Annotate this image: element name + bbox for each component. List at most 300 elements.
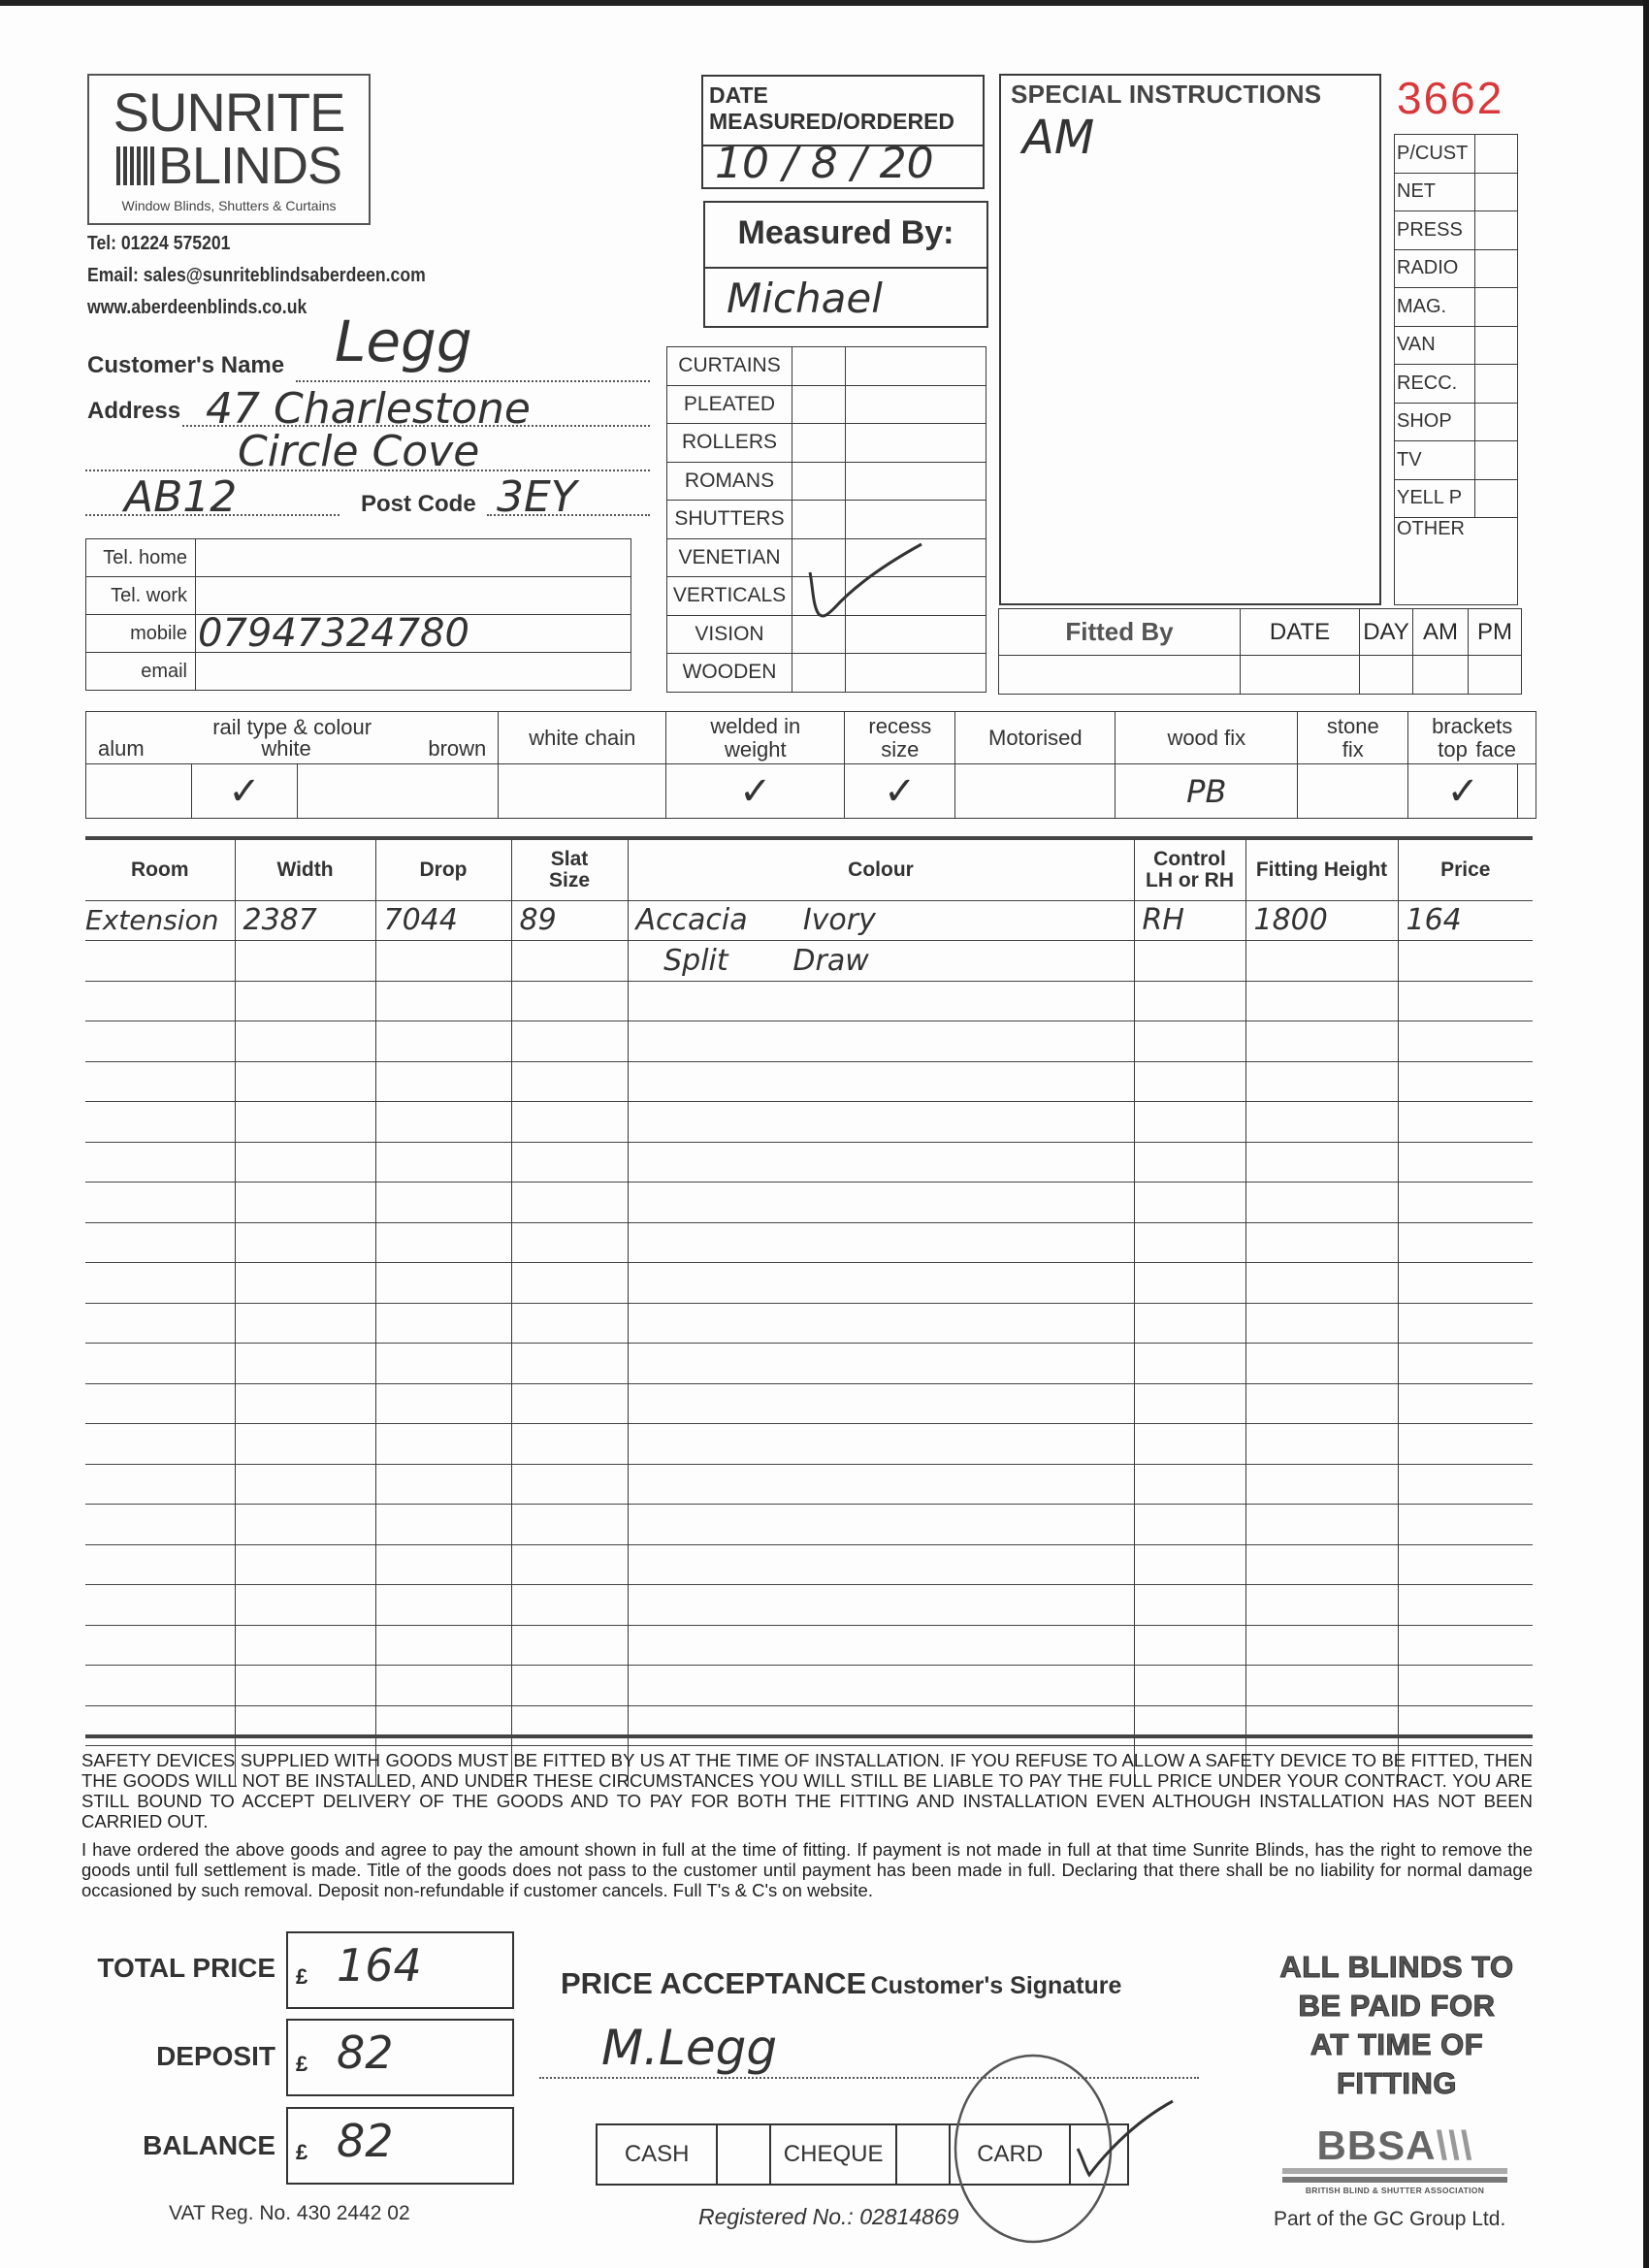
cell-control[interactable] <box>1134 1505 1245 1545</box>
cell-price[interactable] <box>1398 1102 1533 1143</box>
product-row <box>667 424 986 463</box>
cell-control[interactable] <box>1134 1383 1245 1424</box>
phone-value[interactable] <box>196 577 631 615</box>
cell-colour[interactable] <box>628 981 1134 1021</box>
cell-room[interactable] <box>85 981 235 1021</box>
product-type-table <box>666 346 986 693</box>
cell-price[interactable] <box>1398 1183 1533 1223</box>
lead-source-checkbox[interactable] <box>1475 135 1518 174</box>
table-row <box>85 1021 1533 1062</box>
fitted-by-field[interactable] <box>999 656 1241 695</box>
date-measured-label: DATE MEASURED/ORDERED <box>709 82 955 134</box>
table-row <box>85 1505 1533 1545</box>
cell-room[interactable] <box>85 1303 235 1344</box>
lead-source-row <box>1395 288 1518 327</box>
cell-control[interactable] <box>1134 1102 1245 1143</box>
product-checkbox[interactable] <box>792 424 846 463</box>
cell-drop[interactable] <box>375 1183 511 1223</box>
cell-slat[interactable] <box>511 1303 628 1344</box>
cell-slat[interactable] <box>511 1666 628 1706</box>
white-field[interactable]: ✓ <box>192 764 298 819</box>
lead-source-checkbox[interactable] <box>1475 211 1518 250</box>
cell-fitting-height[interactable] <box>1245 1666 1398 1706</box>
cell-room[interactable] <box>85 1625 235 1666</box>
cell-fitting-height[interactable] <box>1245 1183 1398 1223</box>
cell-control[interactable] <box>1134 1142 1245 1183</box>
cell-width[interactable] <box>235 1666 375 1706</box>
cell-width[interactable] <box>235 1585 375 1626</box>
cell-colour[interactable] <box>628 1625 1134 1666</box>
lead-source-label: P/CUST <box>1395 135 1475 174</box>
cell-colour[interactable] <box>628 1705 1134 1746</box>
lead-source-checkbox[interactable] <box>1475 249 1518 288</box>
cell-colour[interactable] <box>628 1263 1134 1304</box>
cell-fitting-height[interactable] <box>1245 1544 1398 1585</box>
lead-source-checkbox[interactable] <box>1475 479 1518 518</box>
table-row <box>85 981 1533 1021</box>
deposit-value[interactable]: 82 <box>337 2026 394 2079</box>
cell-width[interactable] <box>235 1383 375 1424</box>
cell-control[interactable] <box>1134 1183 1245 1223</box>
cell-price[interactable] <box>1398 1383 1533 1424</box>
cell-fitting-height[interactable]: 1800 <box>1245 900 1398 941</box>
cell-room[interactable] <box>85 1585 235 1626</box>
cell-drop[interactable] <box>375 1505 511 1545</box>
cell-price[interactable] <box>1398 1021 1533 1062</box>
cell-control[interactable] <box>1134 1705 1245 1746</box>
vat-number: VAT Reg. No. 430 2442 02 <box>169 2202 410 2224</box>
cell-control[interactable] <box>1134 1222 1245 1263</box>
cell-price[interactable] <box>1398 1142 1533 1183</box>
cell-price[interactable] <box>1398 1061 1533 1102</box>
special-instructions-value[interactable]: AM <box>1022 111 1095 165</box>
cell-fitting-height[interactable] <box>1245 1222 1398 1263</box>
cell-slat[interactable] <box>511 1544 628 1585</box>
cell-drop[interactable] <box>375 981 511 1021</box>
welded-field[interactable]: ✓ <box>666 764 845 819</box>
payment-method-cheque: CHEQUE <box>770 2124 896 2185</box>
table-row <box>85 1464 1533 1505</box>
cell-price[interactable] <box>1398 1424 1533 1465</box>
product-label: ROMANS <box>667 462 792 501</box>
product-row <box>667 385 986 424</box>
address-value-1[interactable]: 47 Charlestone <box>206 384 531 434</box>
logo-line1: SUNRITE <box>113 81 345 143</box>
cell-price[interactable] <box>1398 1344 1533 1384</box>
cell-width[interactable] <box>235 1183 375 1223</box>
order-table <box>85 840 1533 1786</box>
table-row <box>85 1544 1533 1585</box>
payment-checkbox-cash[interactable] <box>717 2124 770 2185</box>
product-notes[interactable] <box>846 347 986 386</box>
cell-colour[interactable] <box>628 1344 1134 1384</box>
cell-drop[interactable] <box>375 1222 511 1263</box>
cell-width[interactable] <box>235 1544 375 1585</box>
product-row <box>667 347 986 386</box>
wood-fix-field[interactable]: PB <box>1116 764 1298 819</box>
card-checkmark-icon <box>1072 2095 1179 2192</box>
product-notes[interactable] <box>846 462 986 501</box>
cell-colour[interactable] <box>628 1222 1134 1263</box>
lead-source-row <box>1395 403 1518 441</box>
product-notes[interactable] <box>846 424 986 463</box>
cell-width[interactable] <box>235 1021 375 1062</box>
cell-width[interactable] <box>235 1705 375 1746</box>
cell-room[interactable] <box>85 1344 235 1384</box>
bracket-face-field[interactable] <box>1518 764 1536 819</box>
postcode-value[interactable]: 3EY <box>497 472 577 522</box>
cell-drop[interactable] <box>375 1344 511 1384</box>
bracket-top-label: top <box>1438 736 1468 761</box>
fitted-pm-field[interactable] <box>1469 656 1522 695</box>
group-text: Part of the GC Group Ltd. <box>1274 2208 1506 2230</box>
cell-fitting-height[interactable] <box>1245 1344 1398 1384</box>
cell-drop[interactable] <box>375 1303 511 1344</box>
measured-by-label: Measured By: <box>737 214 954 251</box>
product-checkbox[interactable] <box>792 385 846 424</box>
lead-source-label: RECC. <box>1395 365 1475 404</box>
lead-source-label: PRESS <box>1395 211 1475 250</box>
cell-fitting-height[interactable] <box>1245 1705 1398 1746</box>
lead-source-checkbox[interactable] <box>1475 288 1518 327</box>
cell-colour[interactable] <box>628 1142 1134 1183</box>
phone-value[interactable] <box>196 653 631 691</box>
cell-width[interactable] <box>235 1263 375 1304</box>
company-email: Email: sales@sunriteblindsaberdeen.com <box>87 265 426 286</box>
product-notes[interactable] <box>846 654 986 693</box>
cell-slat[interactable] <box>511 1464 628 1505</box>
cell-fitting-height[interactable] <box>1245 1061 1398 1102</box>
customer-signature[interactable]: M.Legg <box>601 2020 778 2076</box>
measured-by-box <box>703 201 988 328</box>
cell-slat[interactable] <box>511 1061 628 1102</box>
phone-row <box>86 653 631 691</box>
cell-fitting-height[interactable] <box>1245 1142 1398 1183</box>
cell-control[interactable] <box>1134 1585 1245 1626</box>
table-row <box>85 1263 1533 1304</box>
cell-colour[interactable] <box>628 1183 1134 1223</box>
cell-drop[interactable] <box>375 1705 511 1746</box>
lead-source-checkbox[interactable] <box>1475 173 1518 211</box>
lead-source-row <box>1395 365 1518 404</box>
cell-drop[interactable] <box>375 1383 511 1424</box>
header-room: Room <box>131 858 189 881</box>
cell-room[interactable] <box>85 1183 235 1223</box>
cell-drop[interactable] <box>375 1142 511 1183</box>
cell-width[interactable] <box>235 1303 375 1344</box>
phone-value[interactable] <box>196 539 631 577</box>
date-measured-value[interactable]: 10 / 8 / 20 <box>715 139 934 188</box>
logo-tagline: Window Blinds, Shutters & Curtains <box>121 198 337 213</box>
white-chain-field[interactable] <box>499 764 666 819</box>
cell-price[interactable] <box>1398 1585 1533 1626</box>
registered-number: Registered No.: 02814869 <box>698 2204 959 2229</box>
cell-control[interactable] <box>1134 1344 1245 1384</box>
cell-price[interactable] <box>1398 1544 1533 1585</box>
welded-header: welded in weight <box>666 712 845 764</box>
cell-price[interactable] <box>1398 1222 1533 1263</box>
payment-checkbox-cheque[interactable] <box>896 2124 950 2185</box>
cell-width[interactable] <box>235 1505 375 1545</box>
cell-fitting-height[interactable] <box>1245 1021 1398 1062</box>
cell-colour[interactable] <box>628 1061 1134 1102</box>
order-table-bottom-rule <box>85 1734 1533 1738</box>
cell-slat[interactable] <box>511 1424 628 1465</box>
header-control: Control LH or RH <box>1134 840 1245 900</box>
cell-control[interactable] <box>1134 1625 1245 1666</box>
lead-source-other[interactable]: OTHER <box>1395 518 1518 605</box>
cell-fitting-height[interactable] <box>1245 1102 1398 1143</box>
cell-control[interactable] <box>1134 1303 1245 1344</box>
cell-control[interactable] <box>1134 981 1245 1021</box>
lead-source-checkbox[interactable] <box>1475 403 1518 441</box>
cell-slat[interactable] <box>511 1344 628 1384</box>
cell-room[interactable] <box>85 1222 235 1263</box>
header-width: Width <box>235 840 375 900</box>
cell-slat[interactable] <box>511 1183 628 1223</box>
lead-source-row <box>1395 326 1518 365</box>
cell-room[interactable] <box>85 1263 235 1304</box>
cell-drop[interactable] <box>375 1585 511 1626</box>
fitting-options-table <box>85 711 1536 819</box>
company-logo <box>87 74 371 225</box>
cell-fitting-height[interactable] <box>1245 1464 1398 1505</box>
cell-room[interactable] <box>85 1142 235 1183</box>
brown-field[interactable] <box>298 764 499 819</box>
cell-fitting-height[interactable] <box>1245 1263 1398 1304</box>
cell-drop[interactable] <box>375 1424 511 1465</box>
cell-width[interactable] <box>235 1344 375 1384</box>
customer-name-value[interactable]: Legg <box>335 308 472 374</box>
table-row <box>85 1102 1533 1143</box>
table-row <box>85 900 1533 941</box>
cell-fitting-height[interactable] <box>1245 941 1398 982</box>
lead-source-checkbox[interactable] <box>1475 441 1518 480</box>
cell-room[interactable] <box>85 1505 235 1545</box>
cell-drop[interactable] <box>375 1544 511 1585</box>
lead-source-row <box>1395 479 1518 518</box>
fitted-by-label: Fitted By <box>999 609 1241 656</box>
cell-control[interactable] <box>1134 1021 1245 1062</box>
cell-fitting-height[interactable] <box>1245 1585 1398 1626</box>
price-acceptance-heading: PRICE ACCEPTANCE Customer's Signature <box>561 1966 1122 2000</box>
cell-colour[interactable]: Accacia Ivory <box>628 900 1134 941</box>
measured-by-divider <box>705 267 986 269</box>
cell-colour[interactable] <box>628 1585 1134 1626</box>
alum-label: alum <box>98 735 145 761</box>
white-chain-header: white chain <box>499 712 666 764</box>
cell-price[interactable]: 164 <box>1398 900 1533 941</box>
cell-colour[interactable] <box>628 1021 1134 1062</box>
cell-colour[interactable]: Split Draw <box>628 941 1134 982</box>
address-value-3[interactable]: AB12 <box>124 472 238 522</box>
product-row <box>667 462 986 501</box>
cell-room[interactable] <box>85 1061 235 1102</box>
product-notes[interactable] <box>846 385 986 424</box>
cell-control[interactable]: RH <box>1134 900 1245 941</box>
cell-fitting-height[interactable] <box>1245 1383 1398 1424</box>
cell-slat[interactable] <box>511 1585 628 1626</box>
cell-width[interactable] <box>235 1464 375 1505</box>
address-value-2[interactable]: Circle Cove <box>238 427 480 476</box>
cell-width[interactable] <box>235 1102 375 1143</box>
cell-fitting-height[interactable] <box>1245 1505 1398 1545</box>
pound-sign: £ <box>296 1964 308 1989</box>
cell-slat[interactable] <box>511 1222 628 1263</box>
product-checkbox[interactable] <box>792 347 846 386</box>
cell-drop[interactable]: 7044 <box>375 900 511 941</box>
lead-source-label: RADIO <box>1395 249 1475 288</box>
pound-sign: £ <box>296 2140 308 2164</box>
deposit-label: DEPOSIT <box>156 2041 275 2071</box>
cell-colour[interactable] <box>628 1464 1134 1505</box>
cell-width[interactable] <box>235 1142 375 1183</box>
product-checkbox[interactable] <box>792 654 846 693</box>
cell-colour[interactable] <box>628 1102 1134 1143</box>
cell-drop[interactable] <box>375 1061 511 1102</box>
cell-colour[interactable] <box>628 1544 1134 1585</box>
cell-price[interactable] <box>1398 1625 1533 1666</box>
header-slat-size: Slat Size <box>511 840 628 900</box>
product-row <box>667 654 986 693</box>
cell-colour[interactable] <box>628 1383 1134 1424</box>
bracket-top-field[interactable]: ✓ <box>1408 764 1518 819</box>
fitted-am-field[interactable] <box>1413 656 1469 695</box>
cell-price[interactable] <box>1398 981 1533 1021</box>
cell-slat[interactable] <box>511 1705 628 1746</box>
measured-by-value[interactable]: Michael <box>727 275 883 322</box>
alum-field[interactable] <box>86 764 192 819</box>
table-row <box>85 1303 1533 1344</box>
cell-width[interactable]: 2387 <box>235 900 375 941</box>
cell-room[interactable] <box>85 1102 235 1143</box>
phone-label: Tel. work <box>86 577 196 615</box>
motorised-field[interactable] <box>955 764 1116 819</box>
postcode-label: Post Code <box>361 491 476 517</box>
cell-fitting-height[interactable] <box>1245 1303 1398 1344</box>
cell-width[interactable] <box>235 1424 375 1465</box>
table-row <box>85 1666 1533 1706</box>
cell-drop[interactable] <box>375 1021 511 1062</box>
cell-slat[interactable] <box>511 1142 628 1183</box>
cell-slat[interactable]: 89 <box>511 900 628 941</box>
lead-source-row <box>1395 441 1518 480</box>
cell-slat[interactable] <box>511 941 628 982</box>
cell-price[interactable] <box>1398 1705 1533 1746</box>
cell-fitting-height[interactable] <box>1245 981 1398 1021</box>
cell-drop[interactable] <box>375 1625 511 1666</box>
fitted-pm-label: PM <box>1469 609 1522 656</box>
cell-drop[interactable] <box>375 1102 511 1143</box>
cell-room[interactable] <box>85 1666 235 1706</box>
cell-slat[interactable] <box>511 1383 628 1424</box>
cell-slat[interactable] <box>511 981 628 1021</box>
total-price-box <box>286 1931 514 2009</box>
recess-field[interactable]: ✓ <box>845 764 955 819</box>
cell-drop[interactable] <box>375 1464 511 1505</box>
phone-label: mobile <box>86 615 196 653</box>
cell-width[interactable] <box>235 1222 375 1263</box>
date-measured-box <box>701 75 985 189</box>
cell-price[interactable] <box>1398 1505 1533 1545</box>
cell-width[interactable] <box>235 981 375 1021</box>
pound-sign: £ <box>296 2052 308 2076</box>
cell-width[interactable] <box>235 1061 375 1102</box>
cell-drop[interactable] <box>375 1666 511 1706</box>
cell-fitting-height[interactable] <box>1245 1424 1398 1465</box>
cell-room[interactable] <box>85 1021 235 1062</box>
cell-drop[interactable] <box>375 941 511 982</box>
cell-control[interactable] <box>1134 941 1245 982</box>
product-notes[interactable] <box>846 501 986 539</box>
cell-price[interactable] <box>1398 941 1533 982</box>
product-checkbox[interactable] <box>792 462 846 501</box>
company-tel: Tel: 01224 575201 <box>87 233 231 254</box>
cell-room[interactable] <box>85 1383 235 1424</box>
cell-room[interactable] <box>85 1544 235 1585</box>
cell-slat[interactable] <box>511 1625 628 1666</box>
cell-colour[interactable] <box>628 1424 1134 1465</box>
cell-slat[interactable] <box>511 1505 628 1545</box>
table-row <box>85 1383 1533 1424</box>
product-label: VISION <box>667 615 792 654</box>
cell-control[interactable] <box>1134 1424 1245 1465</box>
table-row <box>85 1142 1533 1183</box>
fitted-date-field[interactable] <box>1241 656 1360 695</box>
cell-slat[interactable] <box>511 1263 628 1304</box>
lead-source-label: VAN <box>1395 326 1475 365</box>
brackets-header: brackets top face <box>1408 712 1536 764</box>
cell-width[interactable] <box>235 941 375 982</box>
cell-control[interactable] <box>1134 1544 1245 1585</box>
cell-price[interactable] <box>1398 1263 1533 1304</box>
product-label: VERTICALS <box>667 577 792 616</box>
phone-row <box>86 539 631 577</box>
cell-control[interactable] <box>1134 1464 1245 1505</box>
lead-source-checkbox[interactable] <box>1475 326 1518 365</box>
product-checkbox[interactable] <box>792 501 846 539</box>
cell-colour[interactable] <box>628 1303 1134 1344</box>
product-label: WOODEN <box>667 654 792 693</box>
cell-drop[interactable] <box>375 1263 511 1304</box>
lead-source-checkbox[interactable] <box>1475 365 1518 404</box>
cell-fitting-height[interactable] <box>1245 1625 1398 1666</box>
cell-slat[interactable] <box>511 1021 628 1062</box>
cell-control[interactable] <box>1134 1263 1245 1304</box>
cell-price[interactable] <box>1398 1666 1533 1706</box>
cell-control[interactable] <box>1134 1666 1245 1706</box>
cell-room[interactable] <box>85 1424 235 1465</box>
cell-width[interactable] <box>235 1625 375 1666</box>
stone-fix-field[interactable] <box>1298 764 1408 819</box>
table-row <box>85 941 1533 982</box>
cell-room[interactable] <box>85 1705 235 1746</box>
cell-price[interactable] <box>1398 1303 1533 1344</box>
cell-colour[interactable] <box>628 1505 1134 1545</box>
phone-value[interactable]: 07947324780 <box>196 615 631 653</box>
cell-room[interactable]: Extension <box>85 900 235 941</box>
cell-control[interactable] <box>1134 1061 1245 1102</box>
cell-slat[interactable] <box>511 1102 628 1143</box>
balance-value[interactable]: 82 <box>337 2115 394 2167</box>
cell-price[interactable] <box>1398 1464 1533 1505</box>
cell-room[interactable] <box>85 1464 235 1505</box>
fitted-day-field[interactable] <box>1360 656 1413 695</box>
total-price-value[interactable]: 164 <box>337 1939 422 1992</box>
cell-colour[interactable] <box>628 1666 1134 1706</box>
cell-room[interactable] <box>85 941 235 982</box>
rail-type-header: rail type & colour alum white brown <box>86 712 499 764</box>
